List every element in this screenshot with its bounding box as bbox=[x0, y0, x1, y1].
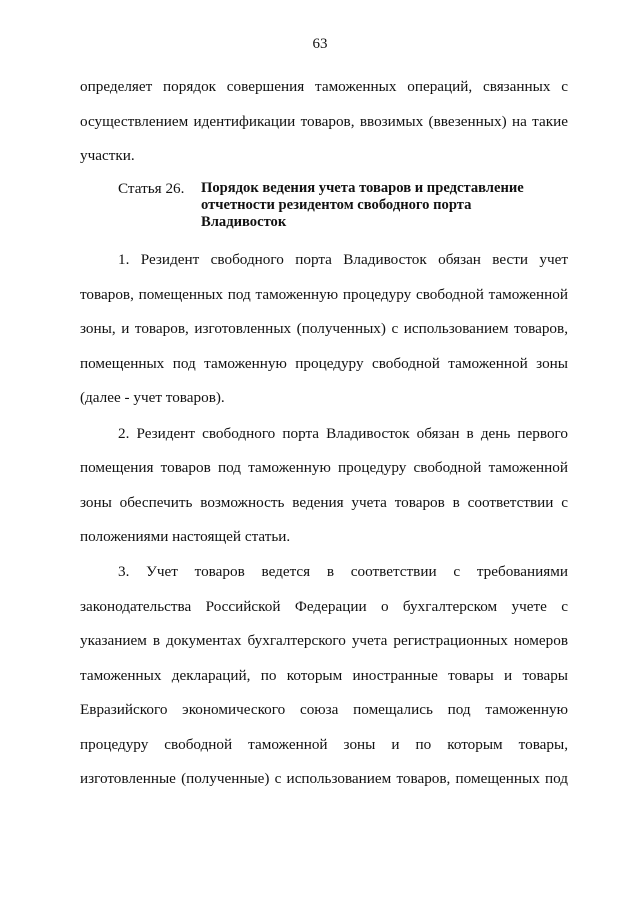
paragraph-2-line-3: зоны обеспечить возможность ведения учета товаров в соответствии с bbox=[80, 494, 568, 511]
paragraph-1-line-2: товаров, помещенных под таможенную процедуру свободной таможенной bbox=[80, 286, 568, 303]
paragraph-2-line-1: 2. Резидент свободного порта Владивосток обязан в день первого bbox=[118, 425, 568, 442]
paragraph-3-line-3: указанием в документах бухгалтерского учета регистрационных номеров bbox=[80, 632, 568, 649]
paragraph-2-line-4: положениями настоящей статьи. bbox=[80, 528, 291, 545]
paragraph-1-line-5: (далее - учет товаров). bbox=[80, 389, 225, 406]
article-title-line-3: Владивосток bbox=[201, 214, 287, 230]
paragraph-2-line-2: помещения товаров под таможенную процедуру свободной таможенной bbox=[80, 459, 568, 476]
intro-line-2: осуществлением идентификации товаров, ввозимых (ввезенных) на такие bbox=[80, 113, 568, 130]
paragraph-3-line-5: Евразийского экономического союза помещались под таможенную bbox=[80, 701, 568, 718]
page-number: 63 bbox=[312, 36, 328, 52]
paragraph-3-line-2: законодательства Российской Федерации о бухгалтерском учете с bbox=[80, 598, 568, 615]
paragraph-3-line-7: изготовленные (полученные) с использованием товаров, помещенных под bbox=[80, 770, 568, 787]
paragraph-1-line-3: зоны, и товаров, изготовленных (полученных) с использованием товаров, bbox=[80, 320, 568, 337]
article-label: Статья 26. bbox=[118, 180, 185, 197]
paragraph-3-line-6: процедуру свободной таможенной зоны и по которым товары, bbox=[80, 736, 568, 753]
paragraph-1-line-1: 1. Резидент свободного порта Владивосток обязан вести учет bbox=[118, 251, 568, 268]
intro-line-3: участки. bbox=[80, 147, 135, 164]
article-title-line-1: Порядок ведения учета товаров и представление bbox=[201, 180, 524, 196]
article-title bbox=[201, 180, 581, 231]
paragraph-3-line-4: таможенных деклараций, по которым иностранные товары и товары bbox=[80, 667, 568, 684]
paragraph-3-line-1: 3. Учет товаров ведется в соответствии с требованиями bbox=[118, 563, 568, 580]
paragraph-1-line-4: помещенных под таможенную процедуру свободной таможенной зоны bbox=[80, 355, 568, 372]
intro-line-1: определяет порядок совершения таможенных операций, связанных с bbox=[80, 78, 568, 95]
article-title-line-2: отчетности резидентом свободного порта bbox=[201, 197, 472, 213]
